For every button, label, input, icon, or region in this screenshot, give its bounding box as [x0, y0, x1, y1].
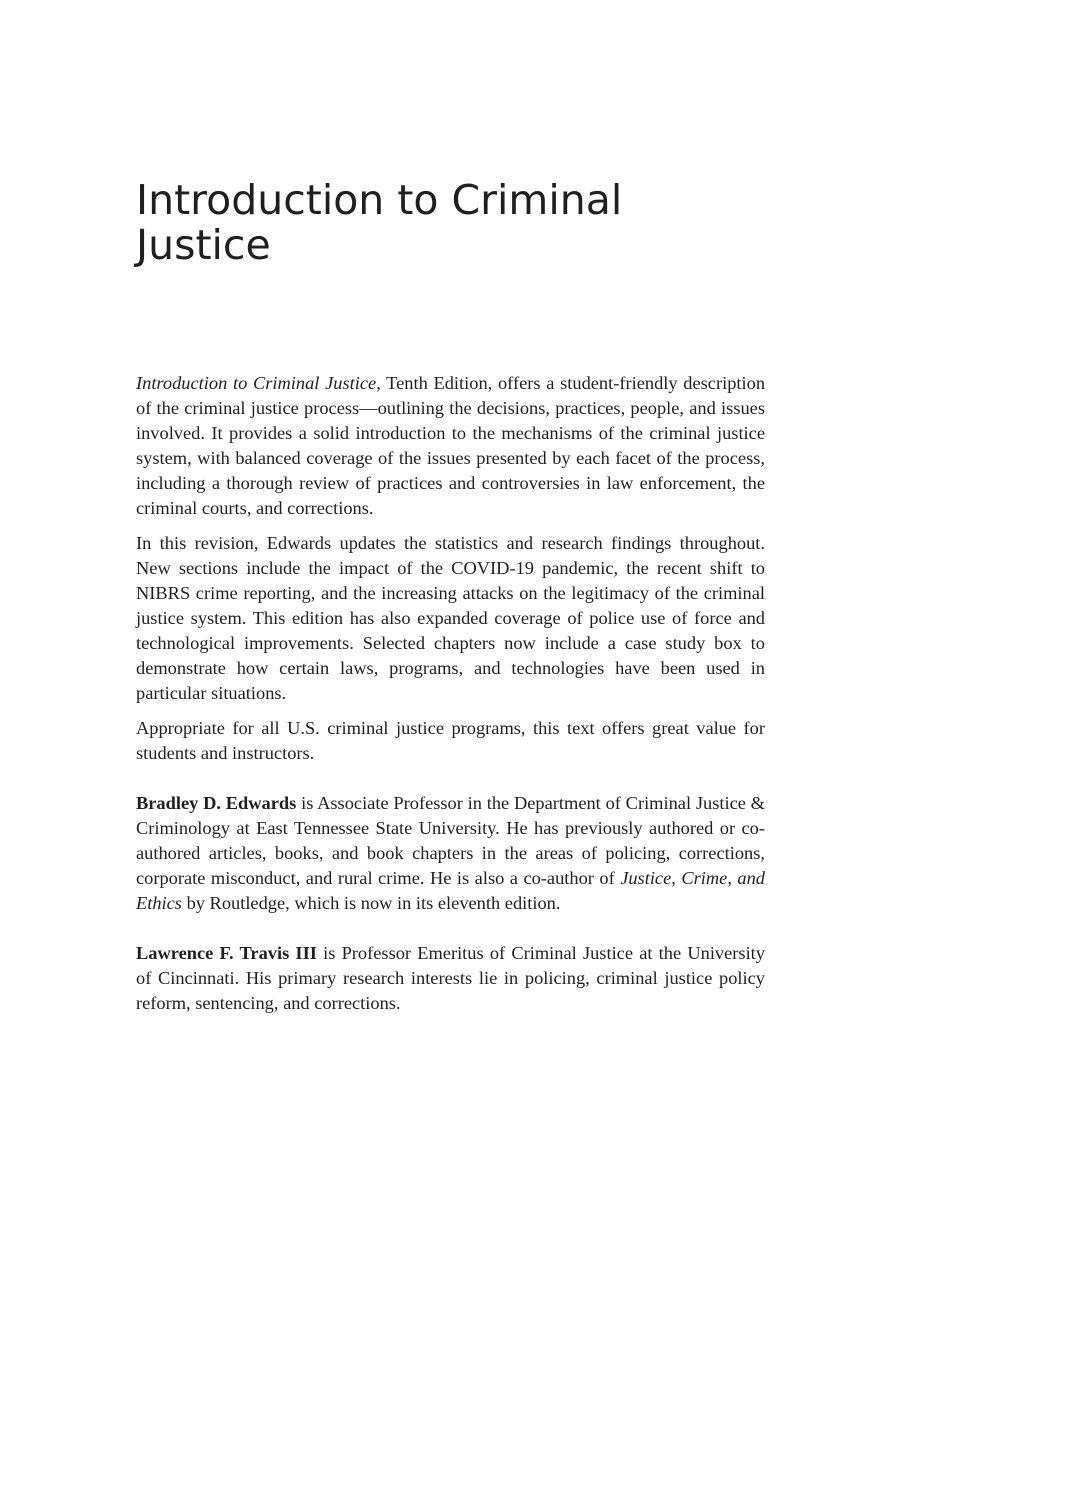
- description-paragraph-2: In this revision, Edwards updates the statistics and research findings throughout. New sections include the impact of the COVID-19 pandemic, the recent shift to NIBRS crime reporting, and the increasing attacks on the legitimacy of the criminal justice system. This edition has also expanded coverage of police use of force and technological improvements. Selected chapters now include a case study box to demonstrate how certain laws, programs, and technologies have been used in particular situations.: [136, 533, 765, 703]
- author-bio-edwards-text-2: by Routledge, which is now in its eleventh edition.: [181, 893, 561, 913]
- author-bio-edwards: [136, 791, 765, 916]
- book-title-line-2: Justice: [136, 221, 271, 269]
- description-book-title: Introduction to Criminal Justice: [136, 373, 377, 393]
- author-bio-edwards-book: Justice, Crime, and Ethics: [136, 868, 765, 913]
- book-title-line-1: Introduction to Criminal: [136, 176, 623, 224]
- description-paragraph-3: Appropriate for all U.S. criminal justice programs, this text offers great value for students and instructors.: [136, 718, 765, 763]
- book-description: [136, 371, 765, 1016]
- book-title: [136, 178, 776, 268]
- author-bio-travis: [136, 941, 765, 1016]
- author-name-travis: Lawrence F. Travis III: [136, 943, 317, 963]
- author-bio-travis-text: is Professor Emeritus of Criminal Justice at the University of Cincinnati. His primary research interests lie in policing, criminal justice policy reform, sentencing, and corrections.: [136, 943, 765, 1013]
- description-paragraph-1: [136, 371, 765, 521]
- author-bio-edwards-text-1: is Associate Professor in the Department of Criminal Justice & Criminology at East Tennessee State University. He has previously authored or co-authored articles, books, and book chapters in the areas of policing, corrections, corporate misconduct, and rural crime. He is also a co-author of: [136, 793, 765, 888]
- description-paragraph-1-text: , Tenth Edition, offers a student-friendly description of the criminal justice process—outlining the decisions, practices, people, and issues involved. It provides a solid introduction to the mechanisms of the criminal justice system, with balanced coverage of the issues presented by each facet of the process, including a thorough review of practices and controversies in law enforcement, the criminal courts, and corrections.: [136, 373, 766, 518]
- author-name-edwards: Bradley D. Edwards: [136, 793, 297, 813]
